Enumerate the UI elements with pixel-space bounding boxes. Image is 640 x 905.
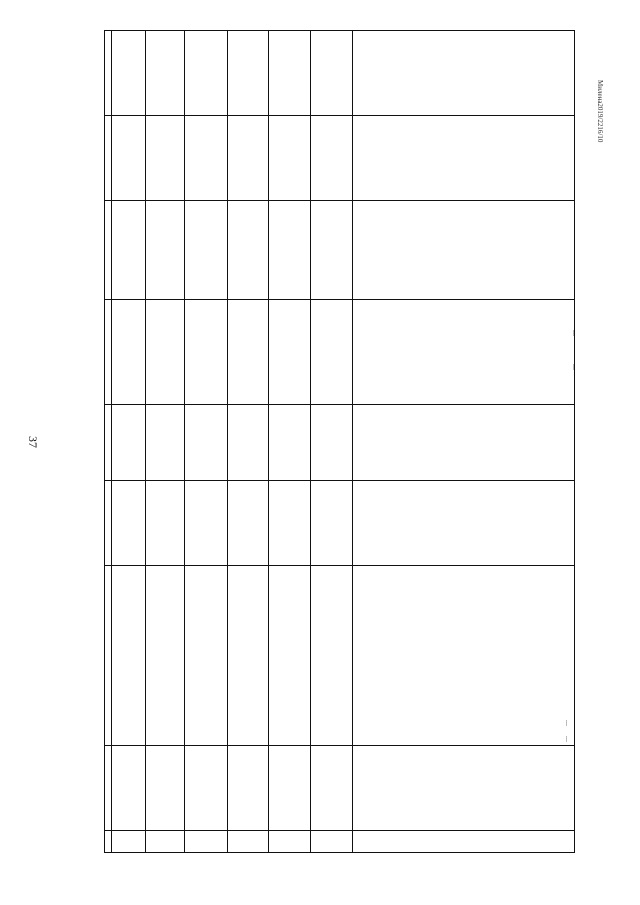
table-border-right bbox=[574, 30, 575, 853]
scan-mark bbox=[566, 736, 567, 742]
table-line bbox=[104, 565, 574, 566]
table-line bbox=[111, 30, 112, 853]
table-border-top bbox=[104, 30, 574, 31]
table-line bbox=[310, 30, 311, 853]
table-line bbox=[227, 30, 228, 853]
table-border-left bbox=[104, 30, 105, 853]
scan-mark bbox=[566, 720, 567, 726]
table-line bbox=[145, 30, 146, 853]
table-line bbox=[104, 830, 574, 831]
table-line bbox=[104, 200, 574, 201]
side-caption: Милена2019/2216/10 bbox=[596, 80, 604, 143]
table-line bbox=[104, 404, 574, 405]
scan-mark bbox=[573, 330, 574, 336]
table-line bbox=[104, 745, 574, 746]
table-border-bottom bbox=[104, 852, 574, 853]
table-line bbox=[184, 30, 185, 853]
table-line bbox=[104, 115, 574, 116]
table-line bbox=[104, 299, 574, 300]
table-line bbox=[268, 30, 269, 853]
table-line bbox=[104, 480, 574, 481]
table-line bbox=[352, 30, 353, 853]
page-number: 37 bbox=[26, 436, 40, 448]
scan-mark bbox=[573, 364, 574, 370]
